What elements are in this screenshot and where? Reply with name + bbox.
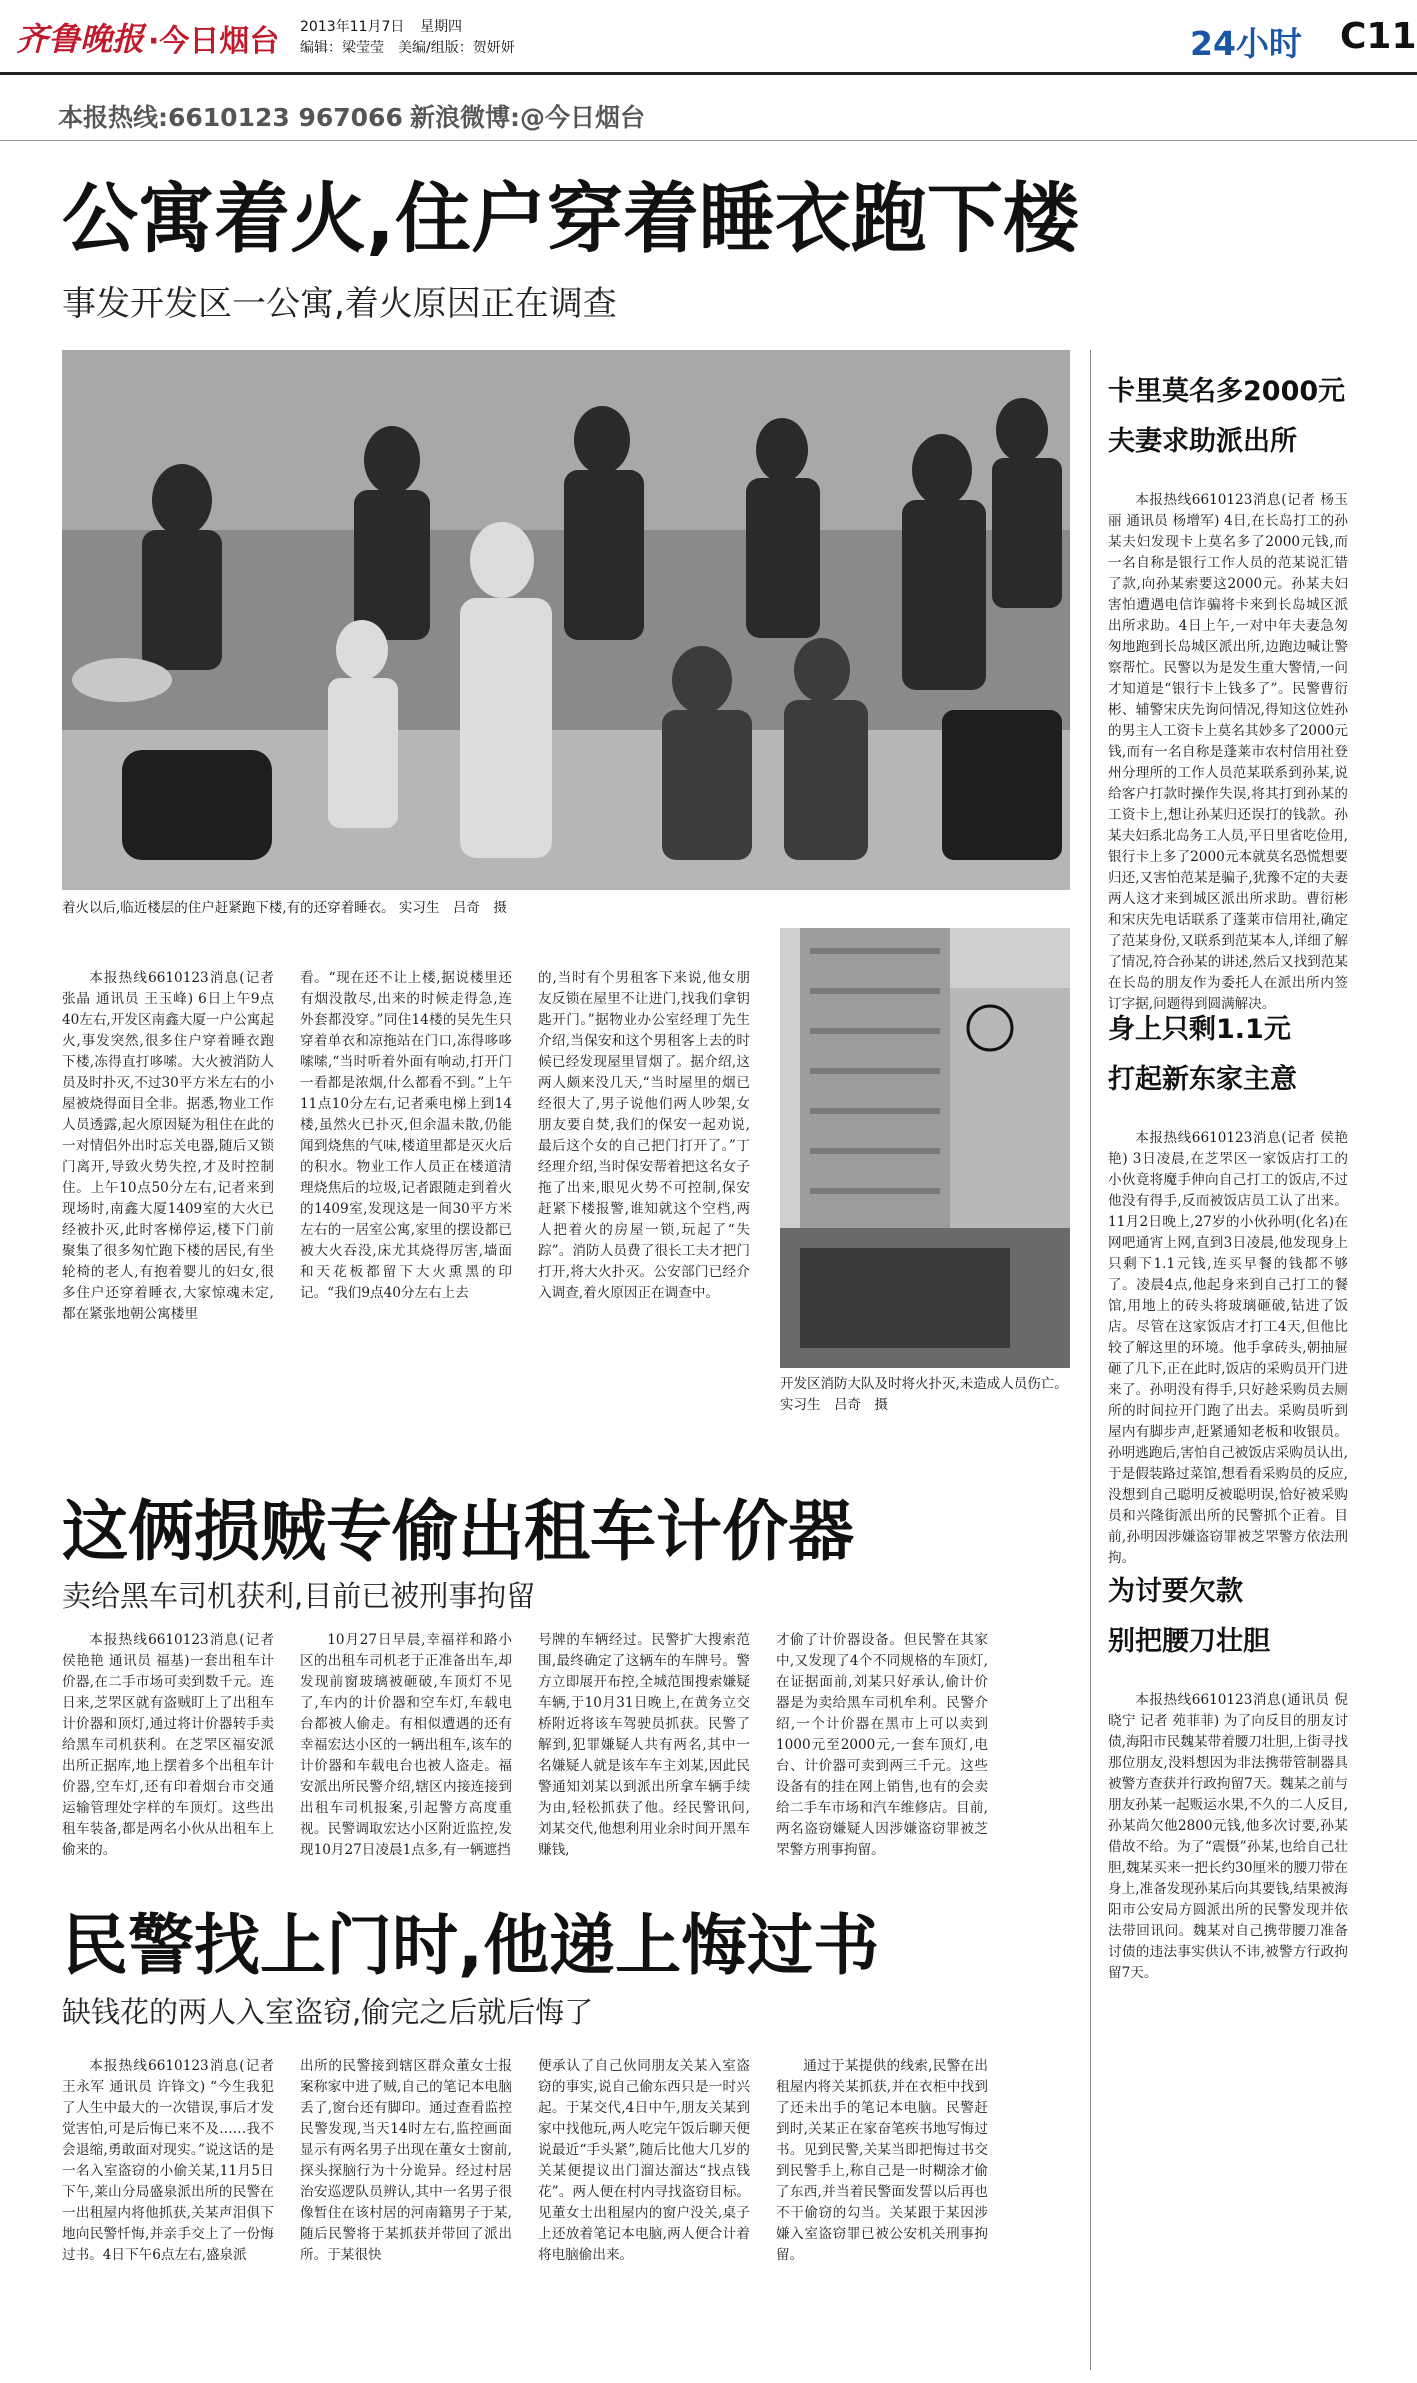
issue-date: 2013年11月7日 bbox=[300, 19, 405, 35]
sidebar2-headline-1: 身上只剩1.1元 bbox=[1108, 1014, 1291, 1045]
sidebar2-headline-2: 打起新东家主意 bbox=[1108, 1064, 1297, 1095]
story2-col4-text: 才偷了计价器设备。但民警在其家中,又发现了4个不同规格的车顶灯,在证据面前,刘某只好承认,偷计价器是为卖给黑车司机牟利。民警介绍,一个计价器在黑市上可以卖到1000元至2000元,一套车顶灯,电台、计价器可卖到两三千元。这些设备有的挂在网上销售,也有的会卖给二手车市场和汽车维修店。目前,两名盗窃嫌疑人因涉嫌盗窃罪被芝罘警方刑事拘留。 bbox=[776, 1632, 988, 1858]
story2-col2-text: 10月27日早晨,幸福祥和路小区的出租车司机老于正准备出车,却发现前窗玻璃被砸破,车顶灯不见了,车内的计价器和空车灯,车载电台都被人偷走。有相似遭遇的还有幸福宏达小区的一辆出租车,该车的计价器和车载电台也被人盗走。福安派出所民警介绍,辖区内接连接到出租车司机报案,引起警方高度重视。民警调取宏达小区附近监控,发现10月27日凌晨1点多,有一辆遮挡 bbox=[300, 1632, 512, 1858]
section-name: ·今日烟台 bbox=[148, 24, 280, 59]
sidebar1-headline-2: 夫妻求助派出所 bbox=[1108, 426, 1297, 457]
story2-col3-text: 号牌的车辆经过。民警扩大搜索范围,最终确定了这辆车的车牌号。警方立即展开布控,全城范围搜索嫌疑车辆,于10月31日晚上,在黄务立交桥附近将该车驾驶员抓获。民警了解到,犯罪嫌疑人共有两名,其中一名嫌疑人就是该车车主刘某,因此民警通知刘某以到派出所拿车辆手续为由,轻松抓获了他。经民警讯问,刘某交代,他想利用业余时间开黑车赚钱, bbox=[538, 1632, 750, 1858]
sidebar3-headline-2: 别把腰刀壮胆 bbox=[1108, 1626, 1270, 1657]
fire-residents-photo bbox=[62, 350, 1070, 890]
story1-headline: 公寓着火,住户穿着睡衣跑下楼 bbox=[62, 174, 1079, 263]
section-right-label: 24小时 bbox=[1190, 24, 1302, 63]
crowd-photo-illustration bbox=[62, 350, 1070, 890]
story1-column-1 bbox=[62, 968, 274, 1484]
paper-logo: 齐鲁晚报 bbox=[16, 20, 145, 58]
story3-column-1 bbox=[62, 2056, 274, 2376]
story1-col1-text: 本报热线6610123消息(记者 张晶 通讯员 王玉峰) 6日上午9点40左右,开发区南鑫大厦一户公寓起火,事发突然,很多住户穿着睡衣跑下楼,冻得直打哆嗦。大火被消防人员及时扑灭,不过30平方米左右的小屋被烧得面目全非。据悉,物业工作人员透露,起火原因疑为租住在此的一对情侣外出时忘关电器,随后又锁门离开,导致火势失控,才及时控制住。上午10点50分左右,记者来到现场时,南鑫大厦1409室的大火已经被扑灭,此时客梯停运,楼下门前聚集了很多匆忙跑下楼的居民,有坐轮椅的老人,有抱着婴儿的妇女,很多住户还穿着睡衣,大家惊魂未定,都在紧张地朝公寓楼里 bbox=[62, 970, 274, 1322]
story2-column-3 bbox=[538, 1630, 750, 1894]
story1-col3-text: 的,当时有个男租客下来说,他女朋友反锁在屋里不让进门,找我们拿钥匙开门。”据物业办公室经理丁先生介绍,当保安和这个男租客上去的时候已经发现屋里冒烟了。据介绍,这两人颇来没几天,“当时屋里的烟已经很大了,男子说他们两人吵架,女朋友要自焚,我们的保安一起劝说,最后这个女的自己把门打开了。”丁经理介绍,当时保安帮着把这名女子拖了出来,眼见火势不可控制,保安赶紧下楼报警,谁知就这个空档,两人把着火的房屋一锁,玩起了“失踪”。消防人员费了很长工夫才把门打开,将大火扑灭。公安部门已经介入调查,着火原因正在调查中。 bbox=[538, 970, 750, 1301]
building-fire-photo bbox=[780, 928, 1070, 1368]
story3-subhead: 缺钱花的两人入室盗窃,偷完之后就后悔了 bbox=[62, 1995, 594, 2029]
sidebar3-text: 本报热线6610123消息(通讯员 倪晓宁 记者 苑菲菲) 为了向反目的朋友讨债,海阳市民魏某带着腰刀壮胆,上街寻找那位朋友,没料想因为非法携带管制器具被警方查获并行政拘留7天。魏某之前与朋友孙某一起贩运水果,不久的二人反目,孙某尚欠他2800元钱,他多次讨要,孙某借故不给。为了“震慑”孙某,也给自己壮胆,魏某买来一把长约30厘米的腰刀带在身上,准备发现孙某后向其要钱,结果被海阳市公安局方圆派出所的民警发现并依法带回讯问。魏某对自己携带腰刀准备讨债的违法事实供认不讳,被警方行政拘留7天。 bbox=[1108, 1692, 1348, 1981]
story1-column-3 bbox=[538, 968, 750, 1484]
story3-col2-text: 出所的民警接到辖区群众董女士报案称家中进了贼,自己的笔记本电脑丢了,窗台还有脚印。通过查看监控民警发现,当天14时左右,监控画面显示有两名男子出现在董女士窗前,探头探脑行为十分诡异。经过村居治安巡逻队员辨认,其中一名男子很像暂住在该村居的河南籍男子于某,随后民警将于某抓获并带回了派出所。于某很快 bbox=[300, 2058, 512, 2263]
hotline-text: 本报热线:6610123 967066 bbox=[58, 103, 403, 132]
issue-weekday: 星期四 bbox=[420, 19, 462, 35]
hotline-rule bbox=[0, 140, 1417, 141]
page-number: C11 bbox=[1340, 16, 1417, 57]
sidebar3-body bbox=[1108, 1690, 1348, 2370]
story2-col1-text: 本报热线6610123消息(记者 侯艳艳 通讯员 福基)一套出租车计价器,在二手市场可卖到数千元。连日来,芝罘区就有盗贼盯上了出租车计价器和顶灯,通过将计价器转手卖给黑车司机获利。在芝罘区福安派出所正据库,地上摆着多个出租车计价器,空车灯,还有印着烟台市交通运输管理处字样的车顶灯。这些出租车装备,都是两名小伙从出租车上偷来的。 bbox=[62, 1632, 274, 1858]
masthead-rule bbox=[0, 72, 1417, 75]
story2-headline: 这俩损贼专偷出租车计价器 bbox=[62, 1493, 854, 1570]
story2-subhead: 卖给黑车司机获利,目前已被刑事拘留 bbox=[62, 1579, 536, 1613]
story1-col2-text: 看。“现在还不让上楼,据说楼里还有烟没散尽,出来的时候走得急,连外套都没穿。”同住14楼的吴先生只穿着单衣和凉拖站在门口,冻得哆哆嗦嗦,“当时听着外面有响动,打开门一看都是浓烟,什么都看不到。”上午11点10分左右,记者乘电梯上到14楼,虽然火已扑灭,但余温未散,仍能闻到烧焦的气味,楼道里都是灭火后的积水。物业工作人员正在楼道清理烧焦后的垃圾,记者跟随走到着火的1409室,发现这是一间30平方米左右的一居室公寓,家里的摆设都已被大火吞没,床尤其烧得厉害,墙面和天花板都留下大火熏黑的印记。“我们9点40分左右上去 bbox=[300, 970, 512, 1301]
story3-col1-text: 本报热线6610123消息(记者 王永军 通讯员 许锋文) “今生我犯了人生中最大的一次错误,事后才发觉害怕,可是后悔已来不及……我不会退缩,勇敢面对现实。”说这话的是一名入室盗窃的小偷关某,11月5日下午,莱山分局盛泉派出所的民警在一出租屋内将他抓获,关某声泪俱下地向民警忏悔,并亲手交上了一份悔过书。4日下午6点左右,盛泉派 bbox=[62, 2058, 274, 2263]
fire-photo-caption: 着火以后,临近楼层的住户赶紧跑下楼,有的还穿着睡衣。 实习生 吕奇 摄 bbox=[62, 900, 507, 916]
story2-column-4 bbox=[776, 1630, 988, 1894]
sidebar3-headline-1: 为讨要欠款 bbox=[1108, 1576, 1243, 1607]
building-photo-caption: 开发区消防大队及时将火扑灭,未造成人员伤亡。 实习生 吕奇 摄 bbox=[780, 1376, 1068, 1413]
sidebar-rule bbox=[1090, 350, 1091, 2370]
sidebar1-headline-1: 卡里莫名多2000元 bbox=[1108, 376, 1346, 407]
weibo-text: 新浪微博:@今日烟台 bbox=[410, 103, 645, 132]
sidebar1-text: 本报热线6610123消息(记者 杨玉丽 通讯员 杨增军) 4日,在长岛打工的孙某夫妇发现卡上莫名多了2000元钱,而一名自称是银行工作人员的范某说汇错了款,向孙某索要这2000元。孙某夫妇害怕遭遇电信诈骗将卡来到长岛城区派出所求助。4日上午,一对中年夫妻急匆匆地跑到长岛城区派出所,边跑边喊让警察帮忙。民警以为是发生重大警情,一问才知道是“银行卡上钱多了”。民警曹衍彬、辅警宋庆先询问情况,得知这位姓孙的男主人工资卡上莫名其妙多了2000元钱,而有一名自称是蓬莱市农村信用社登州分理所的工作人员范某联系到孙某,说给客户打款时操作失误,将其打到孙某的工资卡上,想让孙某归还误打的钱款。孙某夫妇系北岛务工人员,平日里省吃俭用,银行卡上多了2000元本就莫名恐慌想要归还,又害怕范某是骗子,犹豫不定的夫妻两人这才来到城区派出所求助。曹衍彬和宋庆先电话联系了蓬莱市信用社,确定了范某身份,又联系到范某本人,详细了解了情况,符合孙某的讲述,然后又找到范某在长岛的朋友作为委托人在派出所内签订字据,问题得到圆满解决。 bbox=[1108, 492, 1348, 1012]
editors-credit: 编辑：梁莹莹 美编/组版：贺妍妍 bbox=[300, 40, 515, 56]
sidebar2-body bbox=[1108, 1128, 1348, 1564]
story3-col4-text: 通过于某提供的线索,民警在出租屋内将关某抓获,并在衣柜中找到了还未出手的笔记本电脑。民警赶到时,关某正在家奋笔疾书地写悔过书。见到民警,关某当即把悔过书交到民警手上,称自己是一时糊涂才偷了东西,并当着民警面发誓以后再也不干偷窃的勾当。关某跟于某因涉嫌入室盗窃罪已被公安机关刑事拘留。 bbox=[776, 2058, 988, 2263]
story1-column-2 bbox=[300, 968, 512, 1484]
story1-subhead: 事发开发区一公寓,着火原因正在调查 bbox=[62, 284, 617, 324]
sidebar2-text: 本报热线6610123消息(记者 侯艳艳) 3日凌晨,在芝罘区一家饭店打工的小伙竟将魔手伸向自己打工的饭店,不过他没有得手,反而被饭店员工认了出来。11月2日晚上,27岁的小伙孙明(化名)在网吧通宵上网,直到3日凌晨,他发现身上只剩下1.1元钱,连买早餐的钱都不够了。凌晨4点,他起身来到自己打工的餐馆,用地上的砖头将玻璃砸破,钻进了饭店。尽管在这家饭店才打工4天,但他比较了解这里的环境。他手拿砖头,朝抽屉砸了几下,正在此时,饭店的采购员开门进来了。孙明没有得手,只好趁采购员去厕所的时间拉开门跑了出去。采购员听到屋内有脚步声,赶紧通知老板和收银员。孙明逃跑后,害怕自己被饭店采购员认出,于是假装路过菜馆,想看看采购员的反应,没想到自己聪明反被聪明误,恰好被采购员和兴隆街派出所的民警抓个正着。目前,孙明因涉嫌盗窃罪被芝罘警方依法刑拘。 bbox=[1108, 1130, 1348, 1566]
story3-column-2 bbox=[300, 2056, 512, 2376]
story3-column-3 bbox=[538, 2056, 750, 2376]
building-photo-illustration bbox=[780, 928, 1070, 1368]
sidebar1-body bbox=[1108, 490, 1348, 1012]
masthead bbox=[0, 0, 1417, 70]
story3-col3-text: 便承认了自己伙同朋友关某入室盗窃的事实,说自己偷东西只是一时兴起。于某交代,4日中午,朋友关某到家中找他玩,两人吃完午饭后聊天便说最近“手头紧”,随后比他大几岁的关某便提议出门溜达溜达“找点钱花”。两人便在村内寻找盗窃目标。见董女士出租屋内的窗户没关,桌子上还放着笔记本电脑,两人便合计着将电脑偷出来。 bbox=[538, 2058, 750, 2263]
story3-headline: 民警找上门时,他递上悔过书 bbox=[62, 1907, 880, 1984]
story2-column-2 bbox=[300, 1630, 512, 1894]
story2-column-1 bbox=[62, 1630, 274, 1894]
story3-column-4 bbox=[776, 2056, 988, 2376]
